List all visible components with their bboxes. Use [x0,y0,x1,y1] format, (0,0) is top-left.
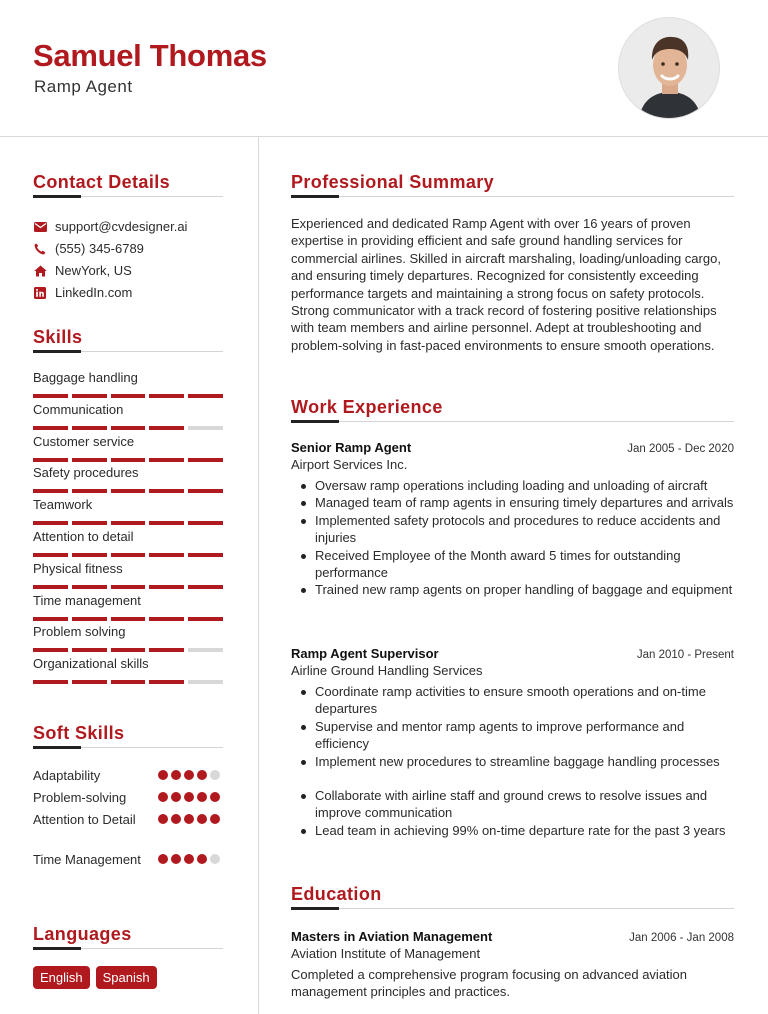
contact-linkedin[interactable] [33,285,132,300]
skill-item [33,434,223,449]
skill-item [33,624,223,639]
skill-label: Time management [33,592,141,608]
skill-level-bar [33,680,223,684]
contact-email-text: support@cvdesigner.ai [55,219,188,234]
skill-label: Problem solving [33,624,126,640]
skill-label: Organizational skills [33,656,149,672]
skill-item [33,465,223,480]
skill-level-bar [33,489,223,493]
job-role: Senior Ramp Agent [291,440,412,455]
skill-item [33,656,223,671]
job-role: Ramp Agent Supervisor [291,646,439,661]
contact-section-title: Contact Details [33,172,171,192]
skill-level-bar [33,426,223,430]
job-bullet: Received Employee of the Month award 5 times for outstanding performance [291,547,734,582]
skill-level-bar [33,394,223,398]
education-description: Completed a comprehensive program focusing on advanced aviation management principles and practices. [291,967,688,1000]
soft-skill-item [33,851,223,868]
skill-level-bar [33,648,223,652]
soft-skill-label: Adaptability [33,768,101,783]
home-icon [33,264,47,278]
skill-item [33,561,223,576]
job-bullets [291,683,734,839]
job-bullet: Implement new procedures to streamline baggage handling processes [291,753,734,770]
contact-phone-text: (555) 345-6789 [55,241,144,256]
languages-section-title: Languages [33,924,132,944]
education-section-rule [291,908,734,909]
contact-section-rule [33,196,223,197]
job-entry [291,440,734,599]
soft-skills-section-rule [33,747,223,748]
skill-label: Physical fitness [33,560,123,576]
column-divider [258,137,259,1014]
job-organization: Airport Services Inc. [291,457,408,472]
envelope-icon [33,220,47,234]
skill-label: Teamwork [33,497,93,513]
soft-skill-rating [158,854,220,864]
soft-skill-item [33,811,223,828]
skill-label: Baggage handling [33,370,138,385]
languages-list [33,966,157,989]
job-date: Jan 2005 - Dec 2020 [627,443,734,455]
soft-skill-item [33,767,223,784]
linkedin-icon [33,286,47,300]
candidate-name: Samuel Thomas [33,38,267,73]
job-bullet: Collaborate with airline staff and ground crews to resolve issues and improve communication [291,787,734,822]
skill-level-bar [33,553,223,557]
contact-location-text: NewYork, US [55,263,132,278]
skill-level-bar [33,521,223,525]
summary-section-title: Professional Summary [291,172,495,192]
contact-location [33,263,132,278]
job-entry [291,646,734,839]
skill-label: Customer service [33,433,135,449]
skill-item [33,529,223,544]
contact-linkedin-text: LinkedIn.com [55,285,133,300]
profile-photo [618,17,720,119]
soft-skill-rating [158,814,220,824]
skill-level-bar [33,617,223,621]
skill-label: Safety procedures [33,465,139,481]
languages-section-rule [33,948,223,949]
skill-item [33,593,223,608]
job-bullet: Managed team of ramp agents in ensuring timely departures and arrivals [291,494,734,511]
phone-icon [33,242,47,256]
skill-level-bar [33,458,223,462]
soft-skill-label: Problem-solving [33,790,127,805]
skill-label: Communication [33,401,124,417]
education-date: Jan 2006 - Jan 2008 [629,932,734,944]
job-bullet: Trained new ramp agents on proper handling of baggage and equipment [291,581,734,598]
education-degree: Masters in Aviation Management [291,929,493,944]
education-entry [291,929,734,1001]
skill-label: Attention to detail [33,529,134,544]
job-bullet: Oversaw ramp operations including loading and unloading of aircraft [291,477,734,494]
job-bullets [291,477,734,599]
skill-item [33,370,223,385]
skills-section-rule [33,351,223,352]
summary-section-rule [291,196,734,197]
job-bullet: Lead team in achieving 99% on-time departure rate for the past 3 years [291,822,734,839]
language-badge: English [33,966,90,989]
education-school: Aviation Institute of Management [291,946,481,961]
soft-skill-rating [158,792,220,802]
summary-text: Experienced and dedicated Ramp Agent with over 16 years of proven expertise in providing efficient and safe ground handling services for commercial airlines. Skilled in aircraft marshaling, loading/unloading cargo, and ensuring timely departures. Recognized for consistently exceeding performance targets and maintaining a strong focus on safety protocols. Strong communicator with a track record of fostering positive relationships with team members and airline personnel. Adept at troubleshooting and problem-solving in fast-paced environments to ensure smooth operations. [291,216,721,353]
job-organization: Airline Ground Handling Services [291,663,483,678]
skill-item [33,402,223,417]
job-bullet: Supervise and mentor ramp agents to improve performance and efficiency [291,718,734,753]
experience-section-title: Work Experience [291,397,443,417]
soft-skill-item [33,789,223,806]
skill-level-bar [33,585,223,589]
soft-skills-section-title: Soft Skills [33,723,125,743]
skill-item [33,497,223,512]
education-section-title: Education [291,884,382,904]
candidate-title: Ramp Agent [34,77,133,96]
experience-section-rule [291,421,734,422]
contact-email[interactable] [33,219,187,234]
soft-skill-rating [158,770,220,780]
soft-skill-label: Time Management [33,852,141,867]
soft-skill-label: Attention to Detail [33,812,136,827]
skills-section-title: Skills [33,327,83,347]
language-badge: Spanish [96,966,157,989]
job-date: Jan 2010 - Present [636,649,734,661]
job-bullet: Implemented safety protocols and procedures to reduce accidents and injuries [291,512,734,547]
job-bullet: Coordinate ramp activities to ensure smooth operations and on-time departures [291,683,734,718]
contact-phone[interactable] [33,241,144,256]
resume-header [0,0,768,137]
